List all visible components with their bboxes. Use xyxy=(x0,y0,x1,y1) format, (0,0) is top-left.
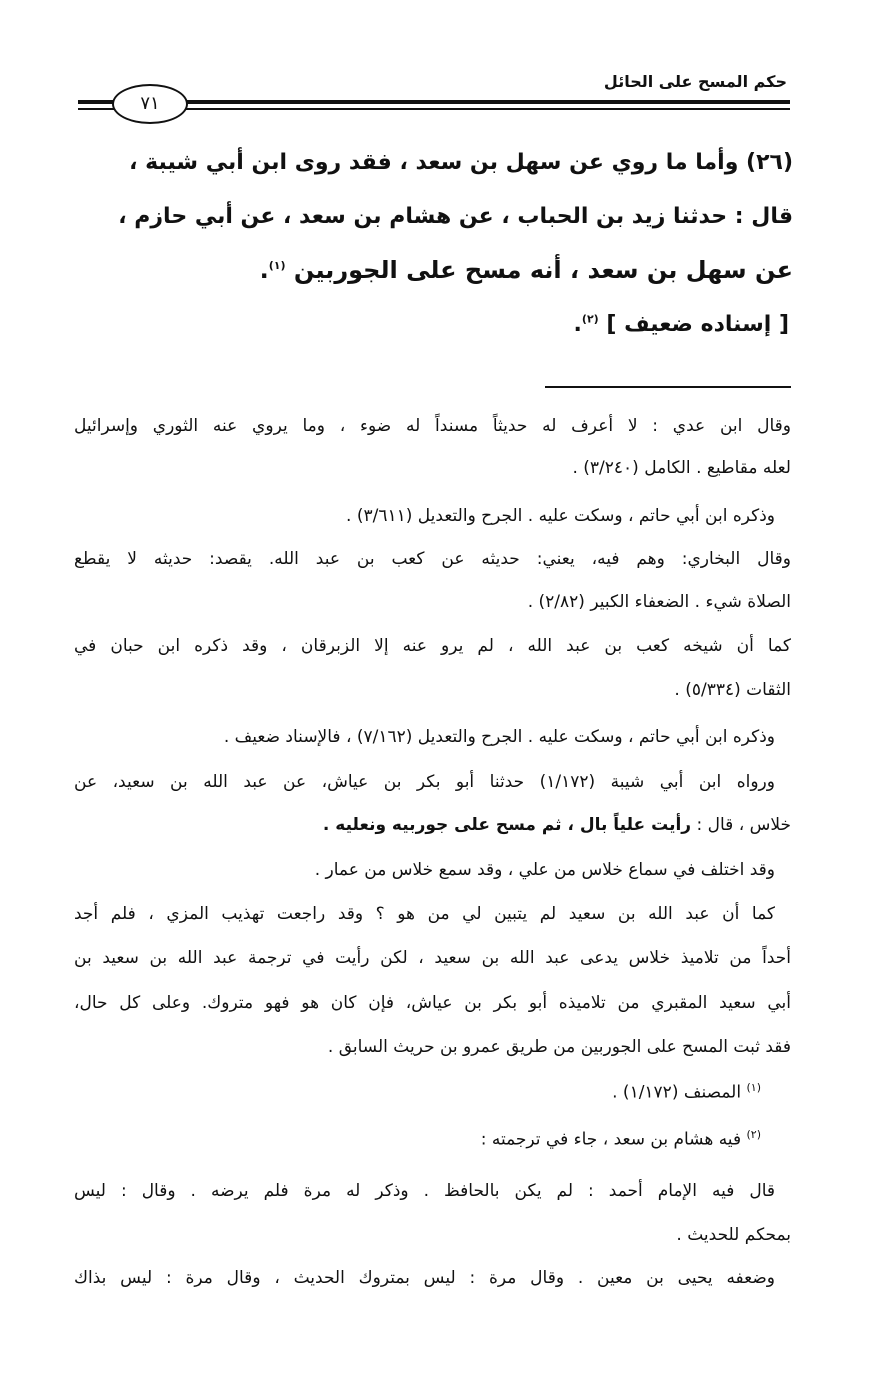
footnote-2-text: فيه هشام بن سعد ، جاء في ترجمته : xyxy=(480,1129,742,1150)
footnote-line: وقال ابن عدي : لا أعرف له حديثاً مسنداً له ضوء ، وما يروي عنه الثوري وإسرائيل xyxy=(74,416,791,436)
footnote-line: ورواه ابن أبي شيبة (١/١٧٢) حدثنا أبو بكر بن عياش، عن عبد الله بن سعيد، عن xyxy=(74,772,775,792)
footnote-separator xyxy=(545,386,791,388)
footnote-line: قال فيه الإمام أحمد : لم يكن بالحافظ . وذكر له مرة فلم يرضه . وقال : ليس xyxy=(74,1181,775,1201)
footnote-1-text: المصنف (١/١٧٢) . xyxy=(612,1082,742,1103)
footnote-ref-2: (٢) xyxy=(581,312,599,326)
main-line-4: [ إسناده ضعيف ] $^{(٢)}$. xyxy=(573,312,789,337)
footnote-line: أبي سعيد المقبري من تلاميذه أبو بكر بن عياش، فإن كان هو فهو متروك. وعلى كل حال، xyxy=(74,993,791,1013)
footnote-2 xyxy=(481,1128,761,1150)
footnote-ref-1: (١) xyxy=(268,259,286,272)
footnote-line: وقد اختلف في سماع خلاس من علي ، وقد سمع خلاس من عمار . xyxy=(314,860,775,880)
main-line-3: عن سهل بن سعد ، أنه مسح على الجوربين $^{(١)}$. xyxy=(259,256,793,284)
footnote-line: لعله مقاطيع . الكامل (٣/٢٤٠) . xyxy=(572,458,791,478)
footnote-1-ref: (١) xyxy=(746,1081,761,1094)
running-title: حكم المسح على الحائل xyxy=(603,72,787,91)
footnote-line: فقد ثبت المسح على الجوربين من طريق عمرو بن حريث السابق . xyxy=(327,1037,791,1057)
main-text xyxy=(73,0,793,380)
footnote-2-ref: (٢) xyxy=(746,1128,761,1141)
footnote-line: الثقات (٥/٣٣٤) . xyxy=(674,680,791,700)
footnote-line: أحداً من تلاميذ خلاس يدعى عبد الله بن سعيد ، لكن رأيت في ترجمة عبد الله بن سعيد بن xyxy=(74,948,791,968)
page-number: ٧١ xyxy=(112,84,188,124)
footnote-line: كما أن شيخه كعب بن عبد الله ، لم يرو عنه إلا الزبرقان ، وقد ذكره ابن حبان في xyxy=(74,636,791,656)
footnote-line: كما أن عبد الله بن سعيد لم يتبين لي من هو ؟ وقد راجعت تهذيب المزي ، فلم أجد xyxy=(74,904,775,924)
grading-text: [ إسناده ضعيف ] xyxy=(606,312,789,337)
quoted-narration: رأيت علياً بال ، ثم مسح على جوربيه ونعليه . xyxy=(322,815,692,835)
footnote-line: وذكره ابن أبي حاتم ، وسكت عليه . الجرح والتعديل (٧/١٦٢) ، فالإسناد ضعيف . xyxy=(223,727,775,747)
main-line-2: قال : حدثنا زيد بن الحباب ، عن هشام بن سعد ، عن أبي حازم ، xyxy=(118,204,793,229)
footnote-line: وقال البخاري: وهم فيه، يعني: حديثه عن كعب بن عبد الله. يقصد: حديثه لا يقطع xyxy=(74,549,791,569)
footnote-line: وضعفه يحيى بن معين . وقال مرة : ليس بمتروك الحديث ، وقال مرة : ليس بذاك xyxy=(74,1268,775,1288)
footnote-line: الصلاة شيء . الضعفاء الكبير (٢/٨٢) . xyxy=(527,592,791,612)
main-line-1: (٢٦) وأما ما روي عن سهل بن سعد ، فقد روى ابن أبي شيبة ، xyxy=(129,150,793,175)
main-line-3-text: عن سهل بن سعد ، أنه مسح على الجوربين xyxy=(293,256,793,284)
footnote-text: خلاس ، قال : xyxy=(696,815,791,835)
footnote-line: وذكره ابن أبي حاتم ، وسكت عليه . الجرح والتعديل (٣/٦١١) . xyxy=(346,506,775,526)
footnote-1 xyxy=(612,1081,761,1103)
footnote-line: بمحكم للحديث . xyxy=(676,1225,791,1245)
footnote-line xyxy=(323,815,791,835)
